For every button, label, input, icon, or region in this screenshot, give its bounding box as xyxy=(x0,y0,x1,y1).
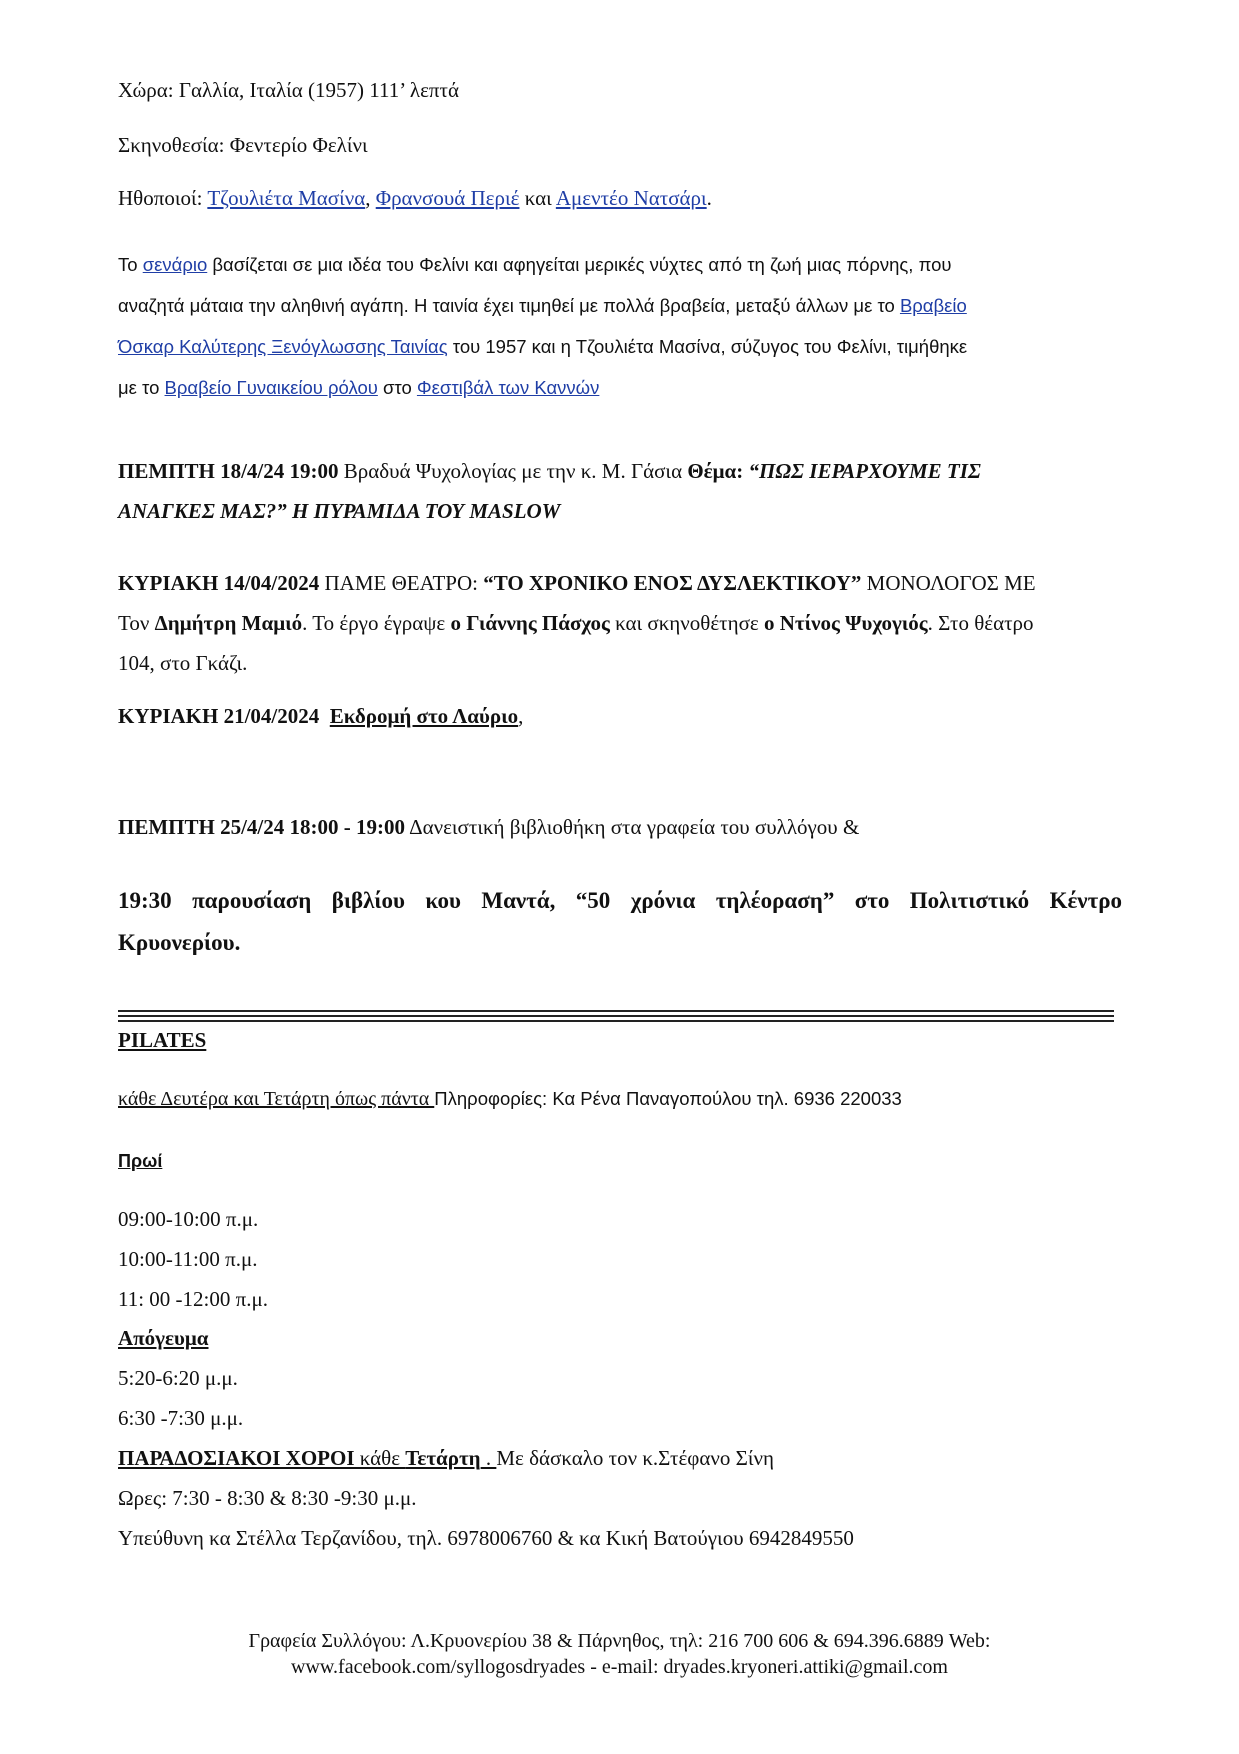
dances-title: ΠΑΡΑΔΟΣΙΑΚΟΙ ΧΟΡΟΙ κάθε Τετάρτη . Με δάσκαλο τον κ.Στέφανο Σίνη xyxy=(118,1446,774,1470)
dances-contact: Υπεύθυνη κα Στέλλα Τερζανίδου, τηλ. 6978006760 & κα Κική Βατούγιου 6942849550 xyxy=(118,1526,854,1550)
event-book-presentation-2: Κρυονερίου. xyxy=(118,930,241,955)
pilates-title: PILATES xyxy=(118,1028,207,1052)
synopsis-line-4: με το Βραβείο Γυναικείου ρόλου στο Φεστιβάλ των Καννών xyxy=(118,377,600,398)
event-theatre-line-2: Τον Δημήτρη Μαμιό. Το έργο έγραψε ο Γιάννης Πάσχος και σκηνοθέτησε ο Ντίνος Ψυχογιός. Στο θέατρο xyxy=(118,611,1034,635)
event-date: ΚΥΡΙΑΚΗ 21/04/2024 xyxy=(118,704,320,728)
actor-link-masina[interactable]: Τζουλιέτα Μασίνα xyxy=(207,186,366,210)
oscar-award-link-cont[interactable]: Όσκαρ Καλύτερης Ξενόγλωσσης Ταινίας xyxy=(118,336,448,357)
section-divider xyxy=(118,1010,1114,1022)
event-book-presentation: 19:30 παρουσίαση βιβλίου κου Μαντά, “50 χρόνια τηλέοραση” στο Πολιτιστικό Κέντρο xyxy=(118,888,1122,913)
film-country: Χώρα: Γαλλία, Ιταλία (1957) 111’ λεπτά xyxy=(118,78,459,102)
event-psychology: ΠΕΜΠΤΗ 18/4/24 19:00 Βραδυά Ψυχολογίας με την κ. Μ. Γάσια Θέμα: “ΠΩΣ ΙΕΡΑΡΧΟΥΜΕ ΤΙΣ xyxy=(118,459,981,483)
event-library: ΠΕΜΠΤΗ 25/4/24 18:00 - 19:00 Δανειστική βιβλιοθήκη στα γραφεία του συλλόγου & xyxy=(118,815,860,839)
afternoon-time-2: 6:30 -7:30 μ.μ. xyxy=(118,1406,244,1430)
event-theatre: ΚΥΡΙΑΚΗ 14/04/2024 ΠΑΜΕ ΘΕΑΤΡΟ: “ΤΟ ΧΡΟΝΙΚΟ ΕΝΟΣ ΔΥΣΛΕΚΤΙΚΟΥ” ΜΟΝΟΛΟΓΟΣ ΜΕ xyxy=(118,571,1036,595)
film-actors xyxy=(118,186,712,211)
morning-time-1: 09:00-10:00 π.μ. xyxy=(118,1207,259,1231)
footer-address: Γραφεία Συλλόγου: Λ.Κρυονερίου 38 & Πάρνηθος, τηλ: 216 700 606 & 694.396.6889 Web: xyxy=(248,1630,991,1652)
actor-link-nazzari[interactable]: Αμεντέο Νατσάρι xyxy=(555,186,707,210)
trip-link: Εκδρομή στο Λαύριο xyxy=(329,704,519,728)
pilates-info: Πληροφορίες: Κα Ρένα Παναγοπούλου τηλ. 6936 220033 xyxy=(434,1088,902,1109)
pilates-schedule-link: κάθε Δευτέρα και Τετάρτη όπως πάντα xyxy=(118,1088,435,1110)
event-date: ΚΥΡΙΑΚΗ 14/04/2024 xyxy=(118,571,320,595)
dances-hours: Ωρες: 7:30 - 8:30 & 8:30 -9:30 μ.μ. xyxy=(118,1486,417,1510)
footer-contact: www.facebook.com/syllogosdryades - e-mail: dryades.kryoneri.attiki@gmail.com xyxy=(291,1656,948,1678)
morning-time-2: 10:00-11:00 π.μ. xyxy=(118,1247,258,1271)
event-theatre-line-3: 104, στο Γκάζι. xyxy=(118,651,248,675)
synopsis-line-2: αναζητά μάταια την αληθινή αγάπη. Η ταινία έχει τιμηθεί με πολλά βραβεία, μεταξύ άλλων με το Βραβείο xyxy=(118,295,967,316)
screenplay-link[interactable]: σενάριο xyxy=(142,254,208,275)
event-psychology-title: ΑΝΑΓΚΕΣ ΜΑΣ?” Η ΠΥΡΑΜΙΔΑ ΤΟΥ MASLOW xyxy=(118,499,561,523)
actors-end: . xyxy=(706,186,712,210)
event-date: ΠΕΜΠΤΗ 25/4/24 18:00 - 19:00 xyxy=(118,815,405,839)
morning-time-3: 11: 00 -12:00 π.μ. xyxy=(118,1287,268,1311)
event-trip: ΚΥΡΙΑΚΗ 21/04/2024 Εκδρομή στο Λαύριο, xyxy=(118,704,524,728)
actress-award-link[interactable]: Βραβείο Γυναικείου ρόλου xyxy=(164,377,378,398)
pilates-schedule xyxy=(118,1088,902,1111)
cannes-festival-link[interactable]: Φεστιβάλ των Καννών xyxy=(416,377,600,398)
event-date: ΠΕΜΠΤΗ 18/4/24 19:00 xyxy=(118,459,339,483)
film-director: Σκηνοθεσία: Φεντερίο Φελίνι xyxy=(118,133,368,157)
afternoon-time-1: 5:20-6:20 μ.μ. xyxy=(118,1366,238,1390)
afternoon-label: Απόγευμα xyxy=(118,1326,209,1350)
oscar-award-link[interactable]: Βραβείο xyxy=(899,295,967,316)
actors-prefix: Ηθοποιοί: xyxy=(118,186,208,210)
synopsis-line-3: Όσκαρ Καλύτερης Ξενόγλωσσης Ταινίας του 1957 και η Τζουλιέτα Μασίνα, σύζυγος του Φελίνι, τιμήθηκε xyxy=(118,336,968,357)
morning-label: Πρωί xyxy=(118,1151,163,1171)
synopsis-line-1: Το σενάριο βασίζεται σε μια ιδέα του Φελίνι και αφηγείται μερικές νύχτες από τη ζωή μιας πόρνης, που xyxy=(118,254,952,275)
actor-separator: , xyxy=(365,186,376,210)
actor-link-perier[interactable]: Φρανσουά Περιέ xyxy=(375,186,520,210)
actor-and: και xyxy=(519,186,556,210)
